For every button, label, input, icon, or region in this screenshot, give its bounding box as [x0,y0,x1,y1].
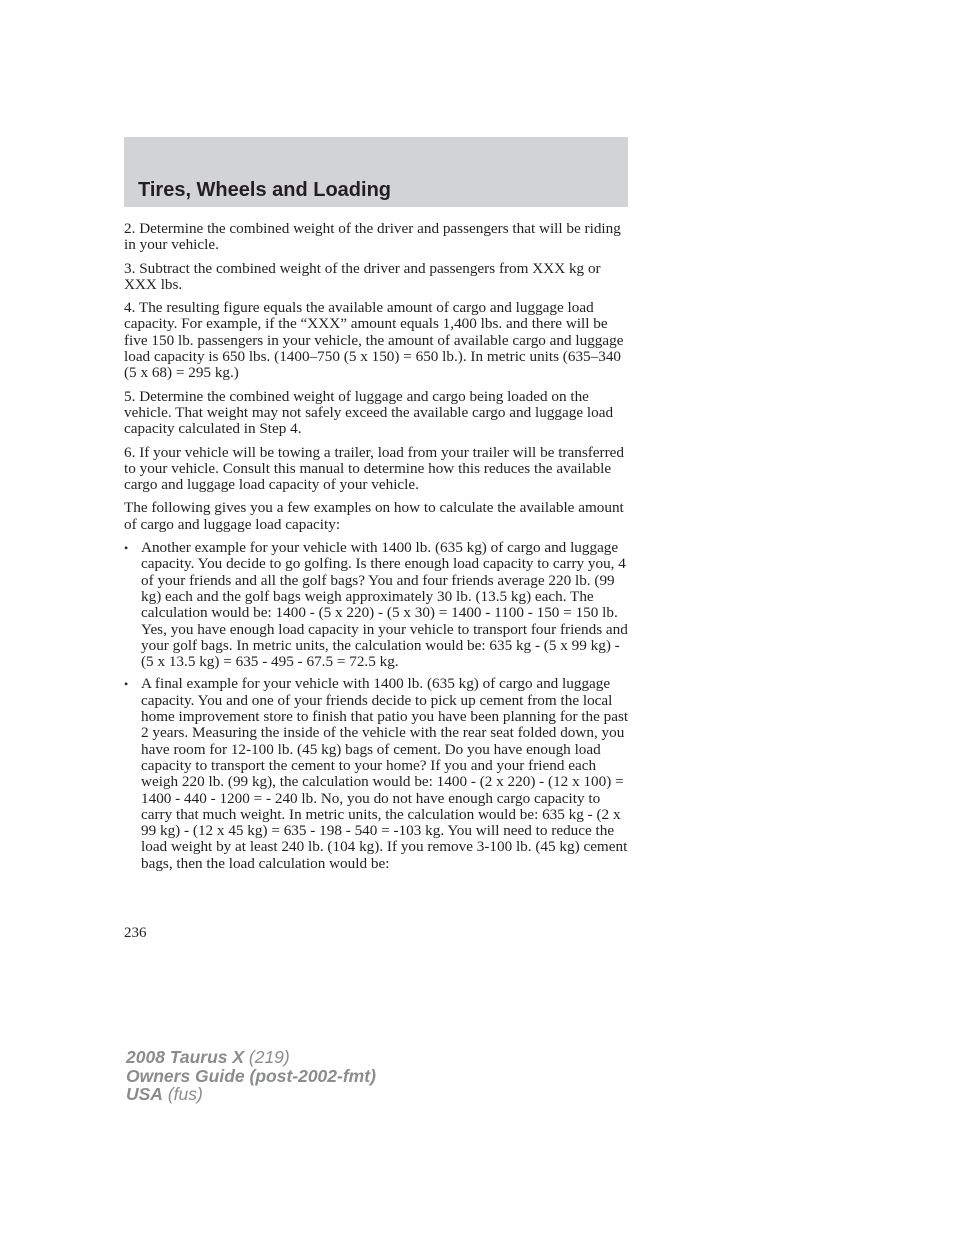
bullet-icon: • [124,677,129,692]
page-number: 236 [124,925,147,941]
paragraph-step-4: 4. The resulting figure equals the available amount of cargo and luggage load capacity. For example, if the “XXX” amount equals 1,400 lbs. and there will be five 150 lb. passengers in your vehicle, the amount of available cargo and luggage load capacity is 650 lbs. (1400–750 (5 x 150) = 650 lb.). In metric units (635–340 (5 x 68) = 295 kg.) [124,299,624,382]
page-body [124,221,630,878]
document-footer [126,1048,376,1104]
paragraph-step-2: 2. Determine the combined weight of the driver and passengers that will be riding in your vehicle. [124,220,621,254]
section-header-band [124,137,628,207]
bullet-text: A final example for your vehicle with 1400 lb. (635 kg) of cargo and luggage capacity. You and one of your friends decide to pick up cement from the local home improvement store to finish that patio you have been planning for the past 2 years. Measuring the inside of the vehicle with the rear seat folded down, you have room for 12-100 lb. (45 kg) bags of cement. Do you have enough load capacity to transport the cement to your home? If you and your friend each weigh 220 lb. (99 kg), the calculation would be: 1400 - (2 x 220) - (12 x 100) = 1400 - 440 - 1200 = - 240 lb. No, you do not have enough cargo capacity to carry that much weight. In metric units, the calculation would be: 635 kg - (2 x 99 kg) - (12 x 45 kg) = 635 - 198 - 540 = -103 kg. You will need to reduce the load weight by at least 240 lb. (104 kg). If you remove 3-100 lb. (45 kg) cement bags, then the load calculation would be: [141,675,629,872]
paragraph-step-5: 5. Determine the combined weight of luggage and cargo being loaded on the vehicle. That weight may not safely exceed the available cargo and luggage load capacity calculated in Step 4. [124,387,614,438]
section-title: Tires, Wheels and Loading [138,179,392,201]
list-item-golf-example [124,540,630,670]
footer-line-market: USA (fus) [126,1084,203,1104]
list-item-cement-example [124,676,630,872]
footer-line-guide: Owners Guide (post-2002-fmt) [126,1065,376,1086]
examples-bullet-list [124,540,630,872]
bullet-icon: • [124,541,129,556]
paragraph-examples-intro: The following gives you a few examples on how to calculate the available amount of cargo and luggage load capacity: [124,499,624,533]
bullet-text: Another example for your vehicle with 1400 lb. (635 kg) of cargo and luggage capacity. You decide to go golfing. Is there enough load capacity to carry you, 4 of your friends and all the golf bags? You and four friends average 220 lb. (99 kg) each and the golf bags weigh approximately 30 lb. (13.5 kg) each. The calculation would be: 1400 - (5 x 220) - (5 x 30) = 1400 - 1100 - 150 = 150 lb. Yes, you have enough load capacity in your vehicle to transport four friends and your golf bags. In metric units, the calculation would be: 635 kg - (5 x 99 kg) - (5 x 13.5 kg) = 635 - 495 - 67.5 = 72.5 kg. [141,539,628,671]
paragraph-step-6: 6. If your vehicle will be towing a trailer, load from your trailer will be transferred to your vehicle. Consult this manual to determine how this reduces the available cargo and luggage load capacity of your vehicle. [124,443,624,494]
footer-line-model: 2008 Taurus X (219) [126,1047,290,1067]
paragraph-step-3: 3. Subtract the combined weight of the driver and passengers from XXX kg or XXX lbs. [124,259,601,293]
